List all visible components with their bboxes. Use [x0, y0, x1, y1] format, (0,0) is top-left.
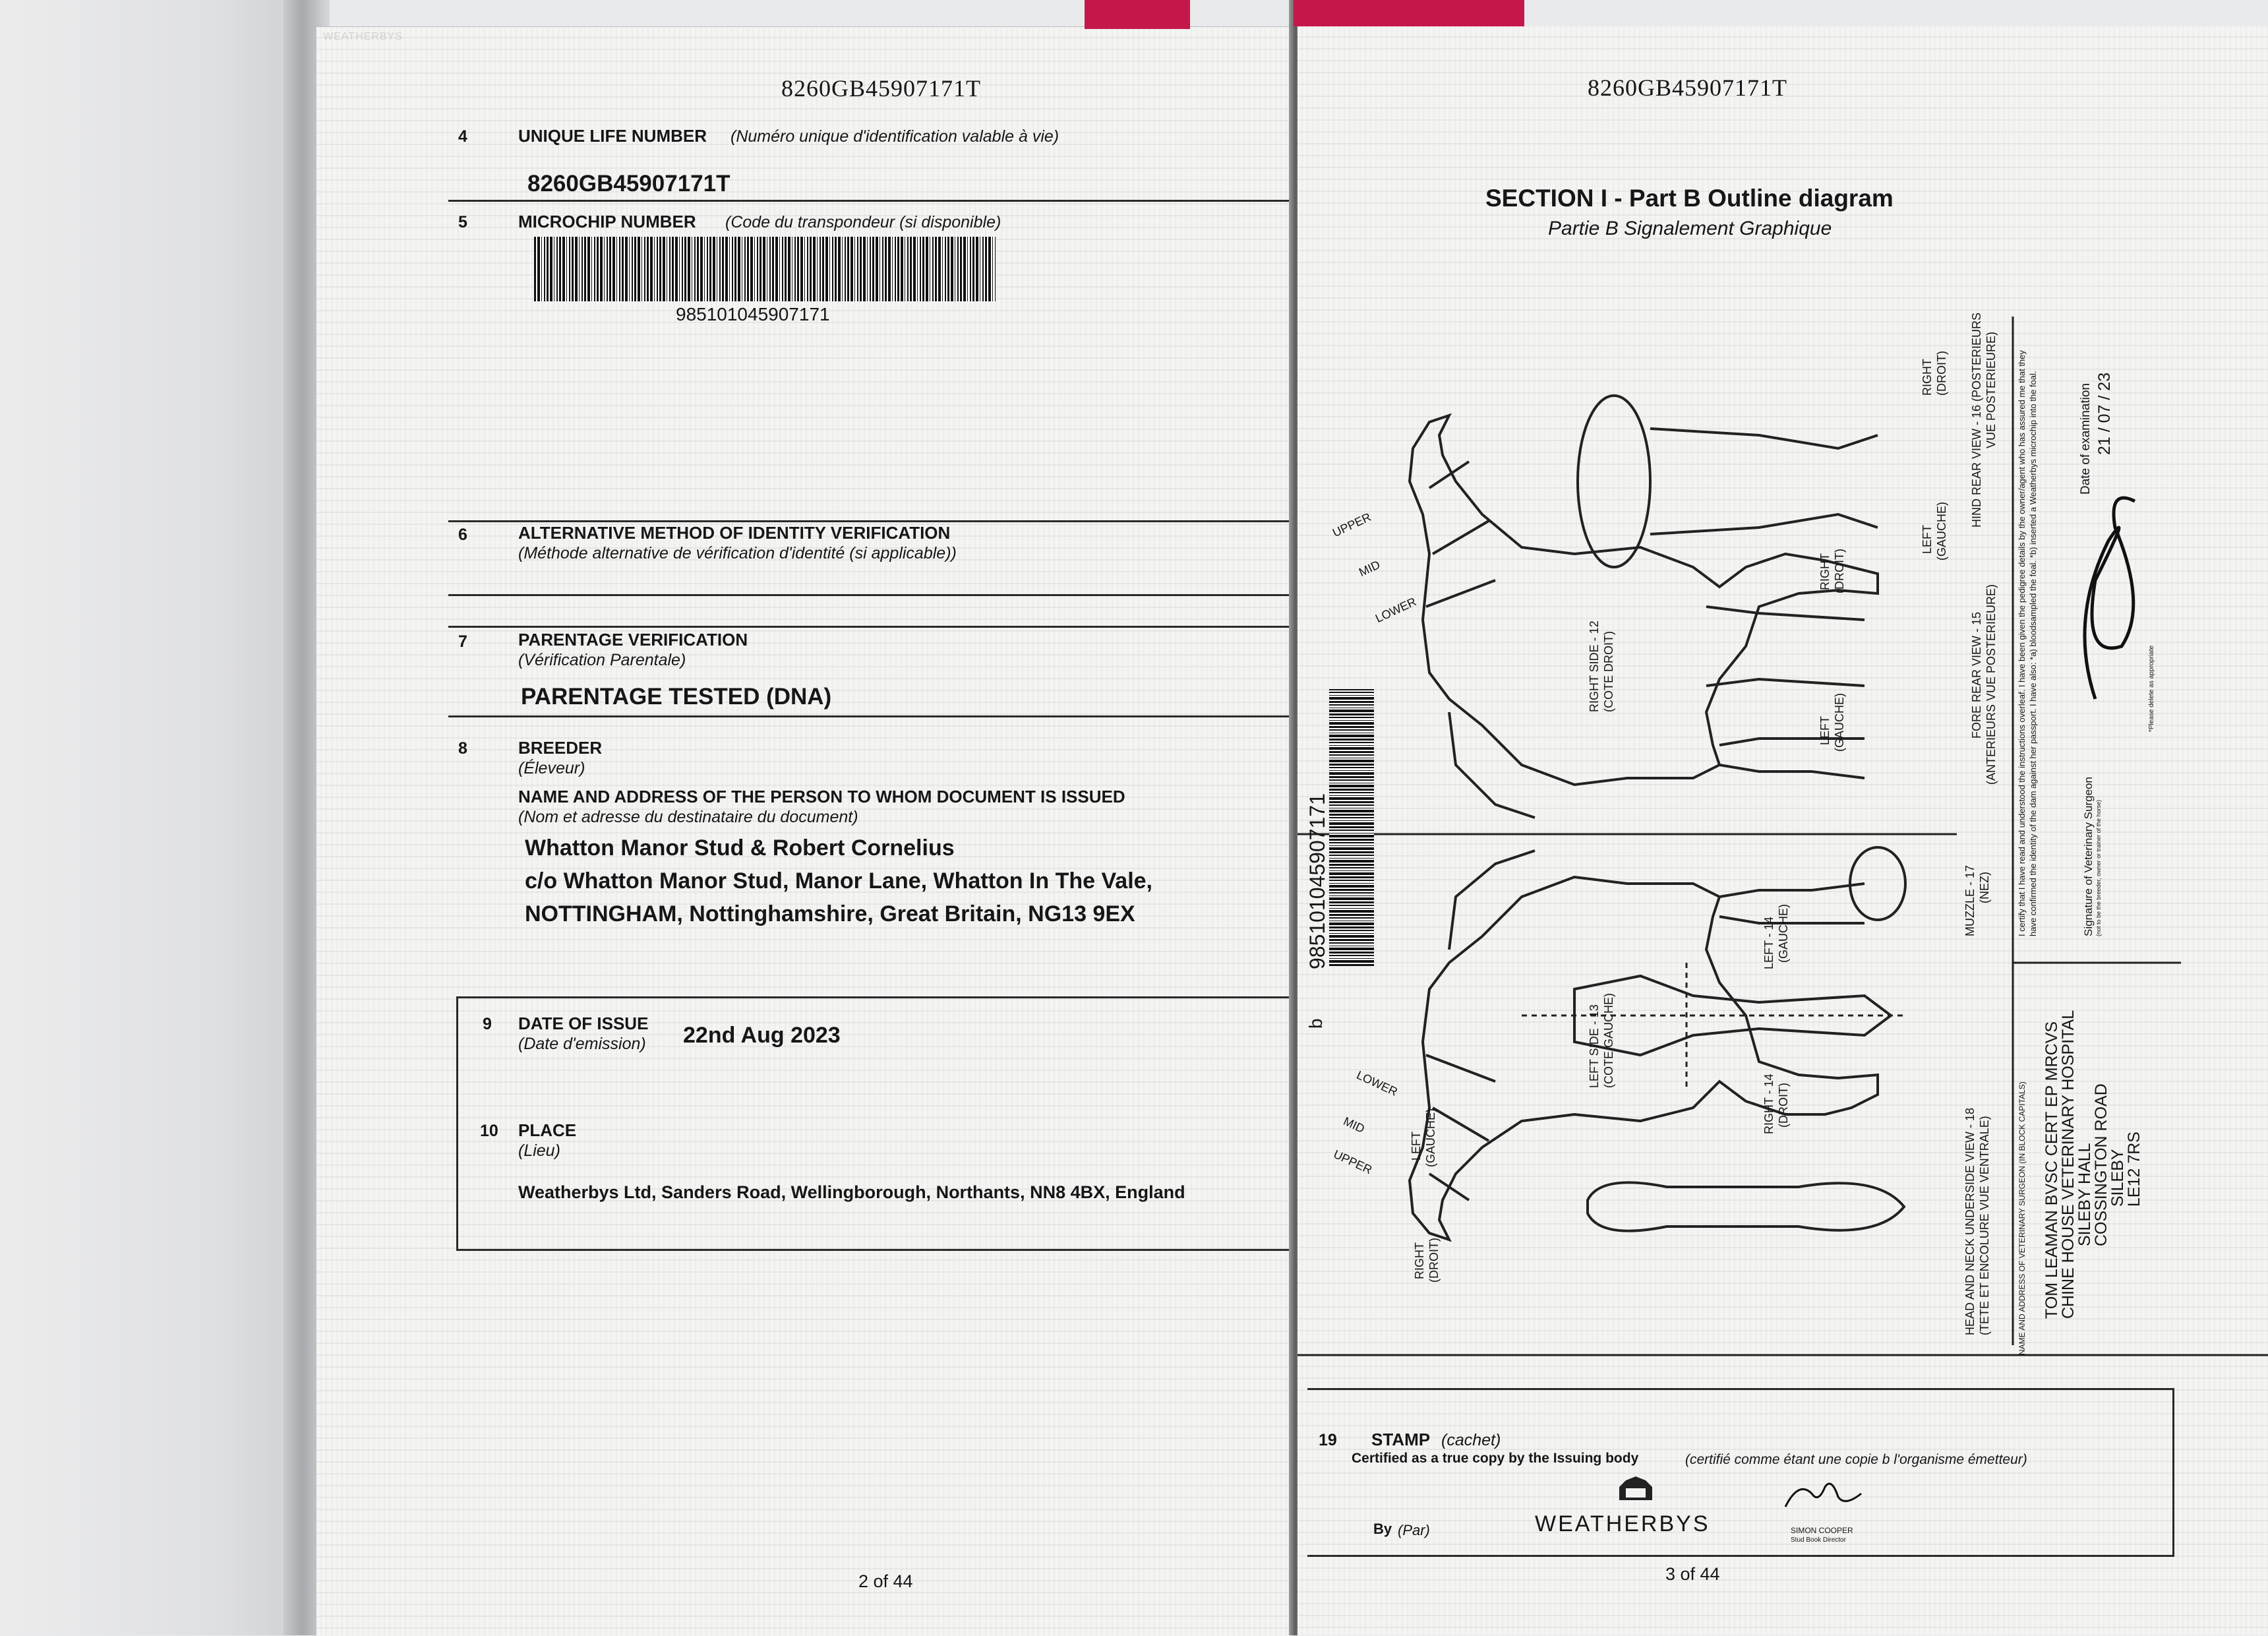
microchip-barcode	[534, 237, 996, 301]
hind-rear-view-label: HIND REAR VIEW - 16 (POSTERIEURS	[1970, 312, 1983, 528]
right-label-fr: (DROIT)	[1427, 1238, 1441, 1283]
muzzle-label-fr: (NEZ)	[1978, 872, 1991, 903]
microchip-barcode-number: 985101045907171	[676, 304, 830, 324]
divider	[448, 520, 1292, 522]
place-label: PLACE	[518, 1120, 577, 1140]
section-number: 8	[458, 739, 467, 758]
divider	[448, 200, 1292, 202]
upper-label: UPPER	[1331, 1147, 1375, 1177]
divider	[448, 715, 1292, 717]
recipient-address-line: Whatton Manor Stud & Robert Cornelius	[525, 835, 955, 861]
vet-address-line: TOM LEAMAN BVSC CERT EP MRCVS	[2043, 1021, 2061, 1319]
date-of-issue-label-fr: (Date d'emission)	[518, 1035, 646, 1053]
vet-certification-text: I certify that I have read and understood the instructions overleaf. I have been given the pedigree details by the owner/agent who has assured me that they have confirmed the identity of the dam against her passport. I have also: *a) bloodsampled the foal. *b) inserted a Weatherbys microchip into the foal.	[2017, 350, 2038, 936]
left-label-fr: (GAUCHE)	[1424, 1108, 1437, 1167]
section-subtitle: Partie B Signalement Graphique	[1548, 218, 1832, 239]
recipient-label-fr: (Nom et adresse du destinataire du document)	[518, 808, 858, 826]
upper-label: UPPER	[1330, 510, 1373, 540]
date-of-issue-label: DATE OF ISSUE	[518, 1014, 649, 1033]
vet-signature-label: Signature of Veterinary Surgeon	[2082, 777, 2095, 936]
left-label: LEFT	[1410, 1131, 1423, 1161]
head-neck-underside-view	[1588, 1182, 1904, 1230]
recipient-address-line: NOTTINGHAM, Nottinghamshire, Great Britain, NG13 9EX	[525, 901, 1135, 926]
stamp-label-fr: (cachet)	[1441, 1431, 1501, 1449]
right-label: RIGHT	[1413, 1242, 1426, 1279]
place-value: Weatherbys Ltd, Sanders Road, Wellingborough, Northants, NN8 4BX, England	[518, 1182, 1185, 1202]
page-number: 2 of 44	[858, 1571, 913, 1591]
vet-signature-note: (not to be the breeder, owner or trainer of the horse)	[2095, 799, 2102, 936]
serial-header: 8260GB45907171T	[1588, 75, 1787, 101]
by-label-fr: (Par)	[1398, 1522, 1430, 1538]
date-of-examination-value: 21 / 07 / 23	[2095, 372, 2114, 455]
vet-signature	[2085, 498, 2135, 699]
please-delete-note: *Please delete as appropriate	[2148, 645, 2155, 732]
mid-label: MID	[1341, 1114, 1367, 1136]
horse-right-side-outline	[1410, 415, 1878, 785]
right-14-label-fr: (DROIT)	[1777, 1083, 1790, 1128]
right-label-fr: (DROIT)	[1935, 351, 1948, 396]
lower-label: LOWER	[1354, 1068, 1400, 1099]
vertical-barcode-prefix: b	[1305, 1018, 1326, 1029]
divider	[448, 626, 1292, 628]
parentage-verification-value: PARENTAGE TESTED (DNA)	[521, 684, 832, 710]
vet-address-line: SILEBY HALL	[2075, 1143, 2094, 1246]
section-number: 9	[483, 1015, 492, 1033]
right-14-label: RIGHT - 14	[1762, 1074, 1776, 1134]
weatherbys-logo-text: WEATHERBYS	[1535, 1511, 1710, 1536]
mid-label: MID	[1357, 558, 1383, 580]
date-of-examination-label: Date of examination	[2079, 383, 2093, 495]
microchip-number-label: MICROCHIP NUMBER	[518, 212, 696, 231]
unique-life-number-value: 8260GB45907171T	[527, 171, 731, 197]
left-side-label-fr: (COTE GAUCHE)	[1602, 993, 1615, 1088]
certified-text: Certified as a true copy by the Issuing body	[1352, 1451, 1639, 1466]
director-signature	[1779, 1474, 1871, 1520]
left-label: LEFT	[1921, 524, 1934, 554]
breeder-label: BREEDER	[518, 738, 603, 758]
section-number: 6	[458, 526, 467, 544]
vet-address-line: COSSINGTON ROAD	[2092, 1083, 2110, 1246]
scanner-background	[0, 0, 310, 1635]
parentage-verification-label: PARENTAGE VERIFICATION	[518, 630, 748, 650]
vet-address-line: CHINE HOUSE VETERINARY HOSPITAL	[2059, 1010, 2077, 1319]
hind-rear-view	[1578, 396, 1650, 567]
fore-rear-view-label: FORE REAR VIEW - 15	[1970, 611, 1983, 739]
alt-verification-label-fr: (Méthode alternative de vérification d'identité (si applicable))	[518, 544, 957, 562]
microchip-number-label-fr: (Code du transpondeur (si disponible)	[725, 213, 1001, 231]
fore-rear-view	[1706, 607, 1865, 686]
passport-page-left	[316, 26, 1292, 1636]
by-label: By	[1373, 1521, 1392, 1537]
section-number: 4	[458, 127, 467, 146]
right-side-label-fr: (COTE DROIT)	[1602, 631, 1615, 712]
lower-label: LOWER	[1373, 595, 1419, 626]
place-label-fr: (Lieu)	[518, 1141, 560, 1160]
passport-page-right	[1298, 26, 2268, 1635]
alt-verification-label: ALTERNATIVE METHOD OF IDENTITY VERIFICATION	[518, 523, 951, 543]
muzzle-label: MUZZLE - 17	[1963, 864, 1977, 936]
left-label-fr: (GAUCHE)	[1935, 502, 1948, 560]
ribbon-bookmark	[1294, 0, 1524, 26]
right-label: RIGHT	[1818, 553, 1832, 590]
section-title: SECTION I - Part B Outline diagram	[1485, 185, 1894, 212]
serial-header: 8260GB45907171T	[781, 75, 981, 102]
weatherbys-crest-icon	[1613, 1474, 1659, 1507]
section-number: 5	[458, 213, 467, 231]
ribbon-bookmark	[1085, 0, 1190, 29]
vertical-barcode	[1329, 689, 1374, 966]
left-side-label: LEFT SIDE - 13	[1588, 1004, 1601, 1088]
divider	[448, 594, 1292, 596]
right-label-fr: (DROIT)	[1833, 549, 1846, 593]
watermark: WEATHERBYS	[323, 31, 403, 42]
unique-life-number-label: UNIQUE LIFE NUMBER	[518, 126, 707, 146]
signatory-title: Stud Book Director	[1791, 1536, 1846, 1544]
signatory-name: SIMON COOPER	[1791, 1526, 1853, 1535]
left-label: LEFT	[1818, 715, 1832, 745]
parentage-verification-label-fr: (Vérification Parentale)	[518, 651, 686, 669]
section-number: 10	[480, 1122, 498, 1140]
section-number: 19	[1319, 1431, 1337, 1449]
page-number: 3 of 44	[1665, 1564, 1720, 1584]
left-14-label-fr: (GAUCHE)	[1777, 904, 1790, 963]
date-of-issue-value: 22nd Aug 2023	[683, 1023, 841, 1048]
stamp-label: STAMP	[1371, 1430, 1431, 1449]
right-side-label: RIGHT SIDE - 12	[1588, 621, 1601, 712]
right-label: RIGHT	[1921, 359, 1934, 396]
recipient-label: NAME AND ADDRESS OF THE PERSON TO WHOM DOCUMENT IS ISSUED	[518, 787, 1125, 806]
head-neck-label: HEAD AND NECK UNDERSIDE VIEW - 18	[1963, 1107, 1977, 1335]
fore-rear-view-label-fr: (ANTERIEURS VUE POSTERIEURE)	[1984, 584, 1998, 785]
vet-address-line: LE12 7RS	[2125, 1132, 2143, 1207]
vet-name-address-label: NAME AND ADDRESS OF VETERINARY SURGEON (IN BLOCK CAPITALS)	[2017, 1081, 2027, 1355]
vet-address-line: SILEBY	[2108, 1149, 2127, 1207]
breeder-label-fr: (Éleveur)	[518, 759, 585, 777]
left-14-label: LEFT - 14	[1762, 917, 1776, 969]
vertical-barcode-number: 985101045907171	[1305, 793, 1329, 969]
certified-text-fr: (certifié comme étant une copie b l'organisme émetteur)	[1685, 1452, 2027, 1467]
unique-life-number-label-fr: (Numéro unique d'identification valable à vie)	[731, 127, 1059, 146]
head-neck-label-fr: (TETE ET ENCOLURE VUE VENTRALE)	[1978, 1116, 1991, 1335]
section-number: 7	[458, 632, 467, 651]
left-label-fr: (GAUCHE)	[1833, 693, 1846, 752]
stamp-box	[1307, 1388, 2174, 1557]
recipient-address-line: c/o Whatton Manor Stud, Manor Lane, Whatton In The Vale,	[525, 868, 1152, 894]
hind-rear-view-label-fr: VUE POSTERIEURE)	[1984, 331, 1998, 448]
